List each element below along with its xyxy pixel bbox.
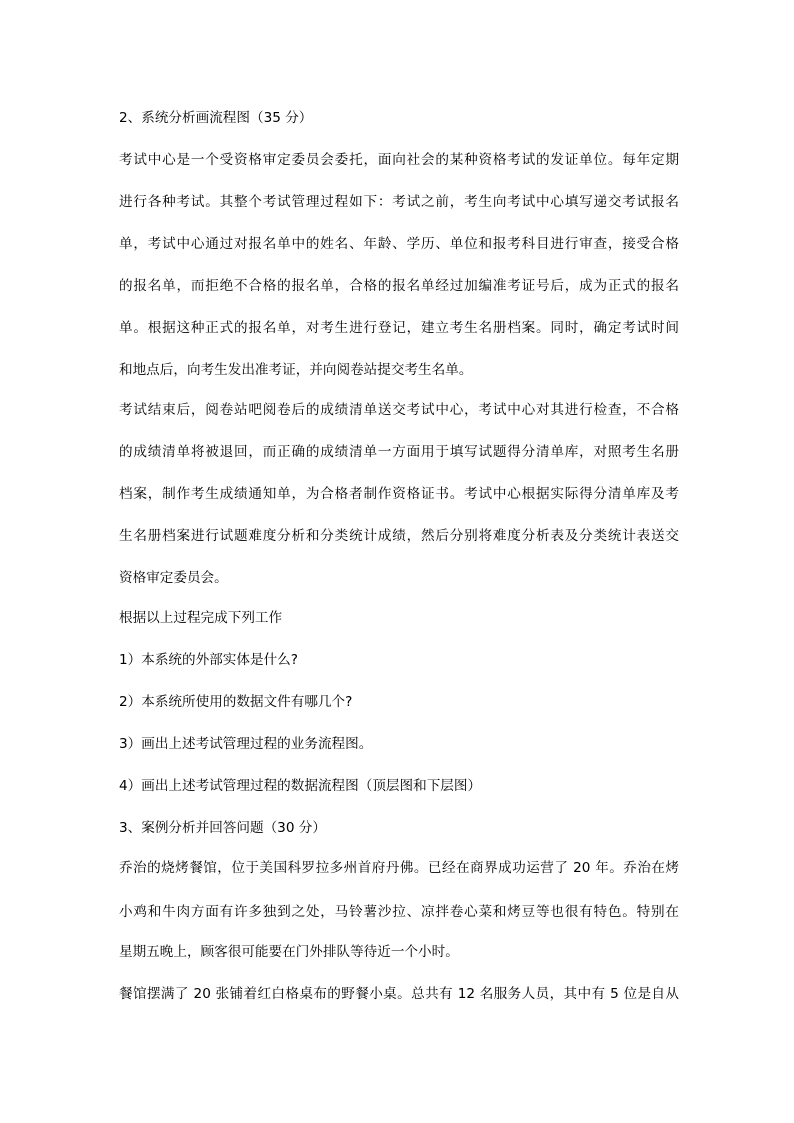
paragraph-2-line: 档案，制作考生成绩通知单，为合格者制作资格证书。考试中心根据实际得分清单库及考 <box>119 486 679 502</box>
paragraph-2-line: 考试结束后，阅卷站吧阅卷后的成绩清单送交考试中心，考试中心对其进行检查，不合格 <box>119 402 679 418</box>
task-item: 3）画出上述考试管理过程的业务流程图。 <box>119 736 373 752</box>
section-3-heading: 3、案例分析并回答问题（30 分） <box>119 820 326 836</box>
paragraph-2-line: 的成绩清单将被退回，而正确的成绩清单一方面用于填写试题得分清单库，对照考生名册 <box>119 444 679 460</box>
paragraph-2-line: 生名册档案进行试题难度分析和分类统计成绩，然后分别将难度分析表及分类统计表送交 <box>119 528 679 544</box>
task-intro: 根据以上过程完成下列工作 <box>119 610 283 626</box>
paragraph-1-line: 和地点后，向考生发出准考证，并向阅卷站提交考生名单。 <box>119 362 473 378</box>
paragraph-1-line: 单。根据这种正式的报名单，对考生进行登记，建立考生名册档案。同时，确定考试时间 <box>119 320 679 336</box>
paragraph-1-line: 单，考试中心通过对报名单中的姓名、年龄、学历、单位和报考科目进行审查，接受合格 <box>119 236 679 252</box>
paragraph-1-line: 的报名单，而拒绝不合格的报名单，合格的报名单经过加编准考证号后，成为正式的报名 <box>119 278 679 294</box>
task-item: 2）本系统所使用的数据文件有哪几个? <box>119 694 353 710</box>
paragraph-4-line: 餐馆摆满了 20 张铺着红白格桌布的野餐小桌。总共有 12 名服务人员，其中有 5 位是自从 <box>119 986 679 1002</box>
paragraph-2-line: 资格审定委员会。 <box>119 570 228 586</box>
section-2-heading: 2、系统分析画流程图（35 分） <box>119 110 313 126</box>
paragraph-1-line: 进行各种考试。其整个考试管理过程如下：考试之前，考生向考试中心填写递交考试报名 <box>119 194 679 210</box>
paragraph-3-line: 星期五晚上，顾客很可能要在门外排队等待近一个小时。 <box>119 944 459 960</box>
paragraph-1-line: 考试中心是一个受资格审定委员会委托，面向社会的某种资格考试的发证单位。每年定期 <box>119 152 679 168</box>
paragraph-3-line: 小鸡和牛肉方面有许多独到之处，马铃薯沙拉、凉拌卷心菜和烤豆等也很有特色。特别在 <box>119 904 679 920</box>
task-item: 4）画出上述考试管理过程的数据流程图（顶层图和下层图） <box>119 778 482 794</box>
task-item: 1）本系统的外部实体是什么? <box>119 652 298 668</box>
paragraph-3-line: 乔治的烧烤餐馆，位于美国科罗拉多州首府丹佛。已经在商界成功运营了 20 年。乔治在烤 <box>119 860 679 876</box>
